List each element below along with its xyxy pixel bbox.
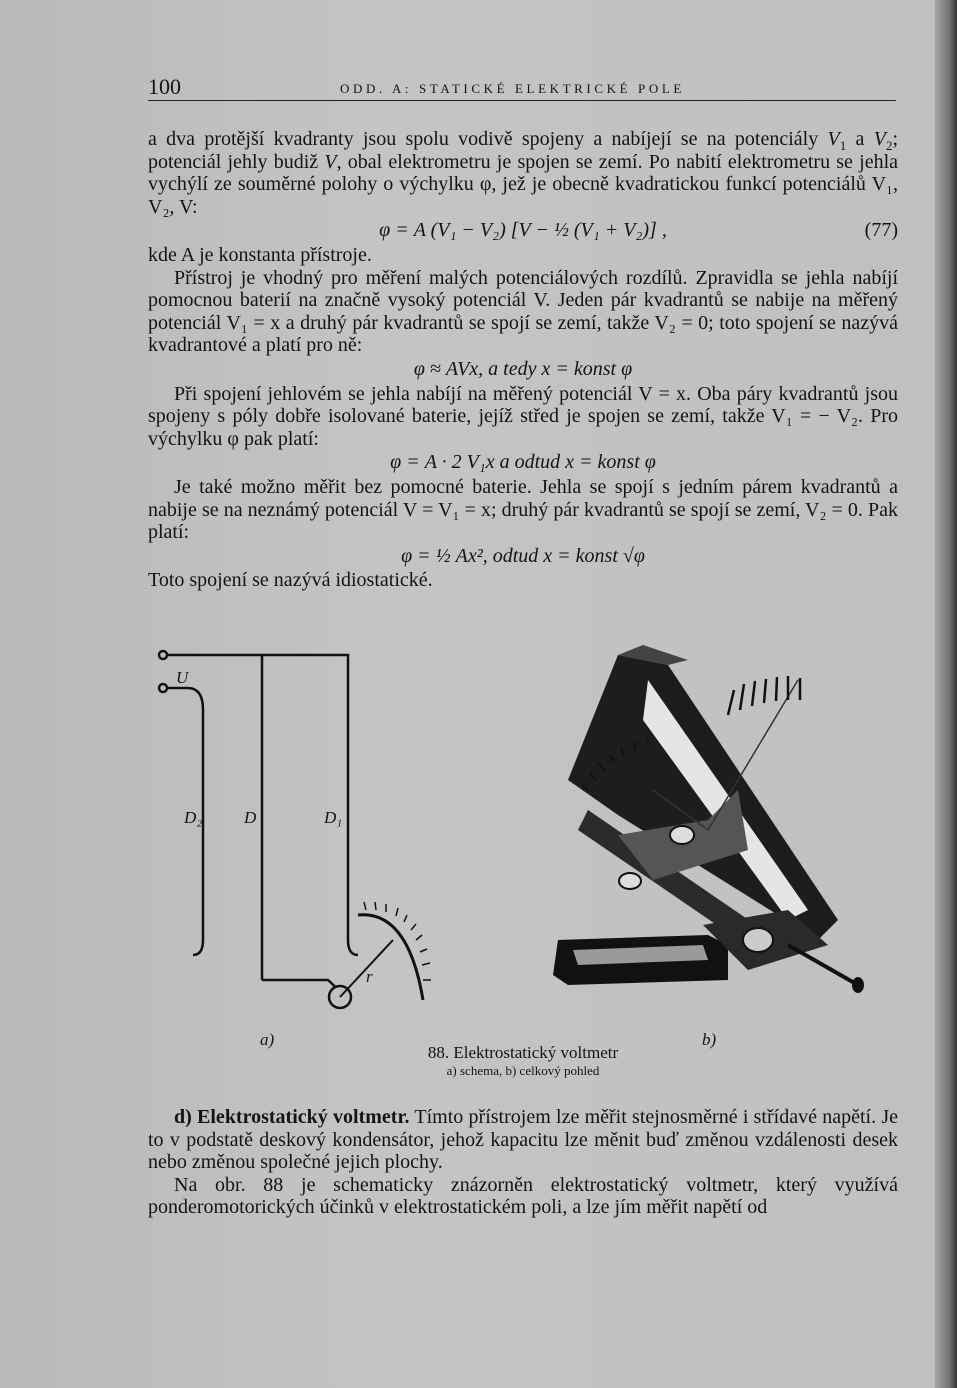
line-1: a dva protější kvadranty jsou spolu vodivě spojeny a nabíjejí se na potenciály	[148, 128, 819, 150]
page-header	[148, 74, 896, 101]
body-text-top	[148, 128, 898, 592]
caption-title: 88. Elektrostatický voltmetr	[427, 1043, 619, 1062]
line-2-b: ; potenciál jehly budiž	[148, 128, 899, 173]
equation-quadrant: φ ≈ AVx, a tedy x = konst φ	[413, 357, 633, 380]
line-4: kvadratickou funkcí potenciálů V₁, V₂, V:	[148, 173, 899, 218]
line-3: elektrometru se jehla vychýlí ze souměrné polohy o výchylku φ, jež je obecně	[148, 150, 899, 196]
lever-screw	[619, 873, 641, 889]
label-r: r	[366, 967, 373, 986]
section-d-text-1: Tímto přístrojem lze měřit stejnosměrné i střídavé napětí. Je to v podstatě deskový kondensátor, jehož kapacitu lze měnit buď změnou vzdálenosti desek nebo změnou společné jejich plochy.	[148, 1106, 898, 1174]
terminal-top	[159, 651, 167, 659]
equation-needle: φ = A · 2 V₁x a odtud x = konst φ	[390, 451, 656, 474]
schema-diagram	[159, 651, 431, 1008]
section-d-paragraph	[148, 1106, 898, 1174]
paragraph-1: a dva protější kvadranty jsou spolu vodivě spojeny a nabíjejí se na potenciály $V_1$ a $V_2$; potenciál jehly budiž V, obal elektrometru je spojen se zemí. Po nabití elektrometru se jehla vychýlí ze souměrné polohy o výchylku φ, jež je obecně kvadratickou funkcí potenciálů V₁, V₂, V:	[148, 128, 899, 218]
terminal-bottom	[159, 684, 167, 692]
line-2-c: , obal elektrometru je spojen se zemí. Po nabití	[336, 150, 722, 173]
label-d2: D₂	[184, 808, 203, 827]
paragraph-3: Při spojení jehlovém se jehla nabíjí na měřený potenciál V = x. Oba páry kvadrantů jsou spojeny s póly dobře isolované baterie, jejíž střed je spojen se zemí, takže V₁ = − V₂. Pro výchylku φ pak platí:	[148, 382, 898, 450]
adjuster-rod	[788, 945, 858, 985]
paragraph-2: Přístroj je vhodný pro měření malých potenciálových rozdílů. Zpravidla se jehla nabíjí pomocnou baterií na značně vysoký potenciál V. Jeden pár kvadrantů se nabije na měřený potenciál V₁ = x a druhý pár kvadrantů se spojí se zemí, takže V₂ = 0; toto spojení se nazývá kvadrantové a platí pro ně:	[148, 266, 898, 357]
line-5: kde A je konstanta přístroje.	[148, 243, 372, 266]
equation-77	[148, 219, 898, 242]
caption-subtitle: a) schema, b) celkový pohled	[446, 1063, 600, 1078]
equation-77-number: (77)	[864, 219, 898, 242]
figure-caption	[148, 1043, 898, 1079]
label-d1: D₁	[324, 808, 343, 827]
label-d: D	[244, 808, 257, 827]
figure-88	[148, 640, 898, 1090]
figure-88-drawing	[148, 640, 898, 1090]
paragraph-5: Toto spojení se nazývá idiostatické.	[148, 569, 433, 592]
equation-idiostatic: φ = ½ Ax², odtud x = konst √φ	[401, 544, 645, 567]
book-spine-shadow	[935, 0, 957, 1388]
page-number: 100	[148, 74, 181, 99]
section-d-text-2: Na obr. 88 je schematicky znázorněn elektrostatický voltmetr, který využívá ponderomotorických účinků v elektrostatickém poli, a lze jím měřit napětí od	[148, 1173, 898, 1219]
running-head: ODD. A: STATICKÉ ELEKTRICKÉ POLE	[340, 81, 685, 96]
equation-77-body: φ = A (V₁ − V₂) [V − ½ (V₁ + V₂)] ,	[379, 219, 667, 242]
label-u: U	[176, 668, 189, 687]
lever-pivot	[670, 826, 694, 844]
scale-ticks	[364, 902, 431, 980]
paragraph-4: Je také možno měřit bez pomocné baterie. Jehla se spojí s jedním párem kvadrantů a nabije se na neznámý potenciál V = V₁ = x; druhý pár kvadrantů se spojí se zemí, V₂ = 0. Pak platí:	[148, 475, 898, 544]
section-d-heading: d) Elektrostatický voltmetr.	[174, 1106, 410, 1128]
panel-a-label: a)	[260, 1030, 275, 1049]
adjuster-tip	[852, 977, 864, 993]
upper-scale-ticks	[728, 676, 800, 715]
body-text-bottom	[148, 1106, 898, 1219]
line-2-a: a	[855, 128, 865, 150]
voltmeter-picture	[553, 645, 864, 993]
knob	[743, 928, 773, 952]
panel-b-label: b)	[702, 1030, 717, 1049]
top-wire	[167, 655, 348, 940]
plate-d1-end	[348, 940, 358, 955]
